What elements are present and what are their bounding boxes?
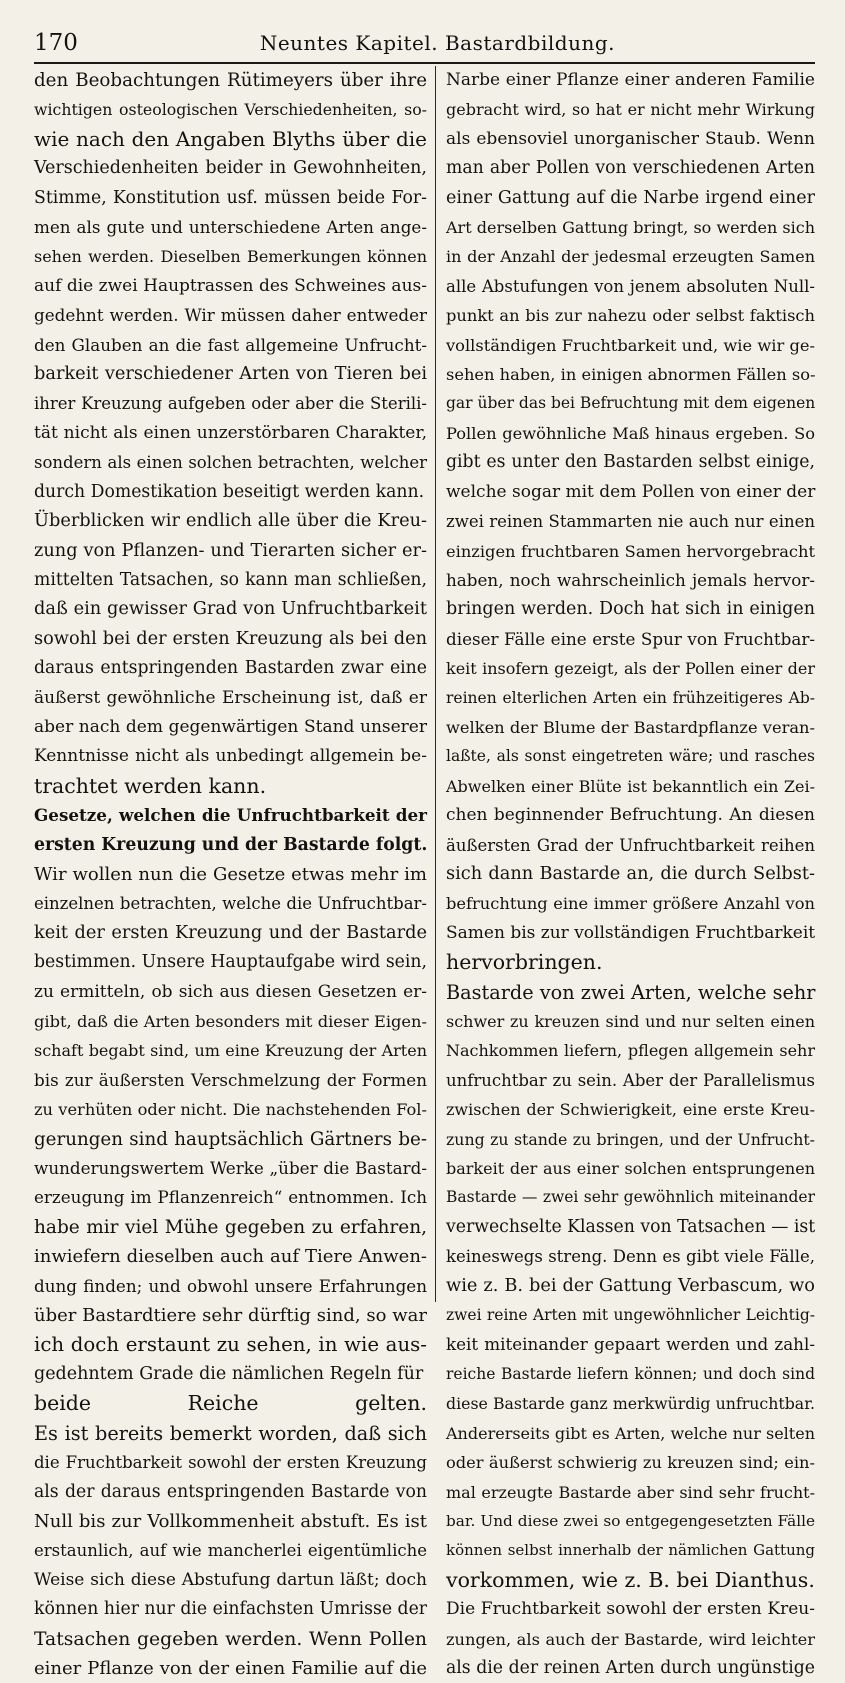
text-line: einzigen fruchtbaren Samen hervorgebracht [446,541,815,561]
text-line: ihrer Kreuzung aufgeben oder aber die Sterili- [34,394,427,414]
text-line: gar über das bei Befruchtung mit dem eigenen [446,394,816,413]
text-line: ich doch erstaunt zu sehen, in wie aus- [34,1333,427,1357]
text-line: Die Fruchtbarkeit sowohl der ersten Kreu- [446,1599,815,1620]
text-line: einer Gattung auf die Narbe irgend einer [446,187,815,208]
text-line: laßte, als sonst eingetreten wäre; und rasches [446,747,815,766]
text-line: inwiefern dieselben auch auf Tiere Anwen- [34,1246,427,1268]
text-line: mal erzeugte Bastarde aber sind sehr frucht- [446,1482,815,1502]
text-line: schwer zu kreuzen sind und nur selten einen [446,1012,815,1031]
text-line: Pollen gewöhnliche Maß hinaus ergeben. So [446,423,815,443]
running-head: Neuntes Kapitel. Bastardbildung. [259,31,615,55]
text-line: bestimmen. Unsere Hauptaufgabe wird sein, [34,952,427,973]
text-line: einer Pflanze von der einen Familie auf die [34,1657,427,1679]
text-line: äußersten Grad der Unfruchtbarkeit reihen [446,835,815,855]
text-line: Verschiedenheiten beider in Gewohnheiten, [34,158,427,179]
text-line: bringen werden. Doch hat sich in einigen [446,599,815,620]
section-heading: ersten Kreuzung und der Bastarde folgt. [34,834,428,855]
text-line: Weise sich diese Abstufung dartun läßt; doch [34,1569,427,1590]
text-line: mittelten Tatsachen, so kann man schließen, [34,569,427,590]
right-column [446,66,816,1678]
text-line: reiche Bastarde liefern können; und doch sind [446,1364,815,1383]
text-line: bis zur äußersten Verschmelzung der Formen [34,1069,427,1090]
text-line: dung finden; und obwohl unsere Erfahrungen [34,1275,427,1296]
text-line: men als gute und unterschiedene Arten ange- [34,217,427,238]
section-heading: Gesetze, welchen die Unfruchtbarkeit der [34,805,427,826]
text-line: bar. Und diese zwei so entgegengesetzten Fälle [446,1511,815,1530]
text-line: tät nicht als einen unzerstörbaren Charakter, [34,422,427,443]
text-line: zung von Pflanzen- und Tierarten sicher er- [34,540,427,561]
text-line: können selbst innerhalb der nämlichen Gattung [446,1541,815,1560]
text-line: vorkommen, wie z. B. bei Dianthus. [446,1567,815,1592]
text-line: sondern als einen solchen betrachten, welcher [34,453,427,473]
page-number: 170 [34,30,78,56]
text-line: als der daraus entspringenden Bastarde von [34,1481,427,1502]
text-line: chen beginnender Befruchtung. An diesen [446,805,815,826]
text-line: gebracht wird, so hat er nicht mehr Wirkung [446,100,815,120]
text-line: zu verhüten oder nicht. Die nachstehenden Fol- [34,1100,427,1120]
text-line: einzelnen betrachten, welche die Unfruchtbar- [34,894,427,914]
text-line: oder äußerst schwierig zu kreuzen sind; ein- [446,1453,815,1473]
text-line: sowohl bei der ersten Kreuzung als bei den [34,628,427,649]
text-line: dieser Fälle eine erste Spur von Fruchtbar- [446,628,815,649]
text-line: Abwelken einer Blüte ist bekanntlich ein Zei- [446,776,815,796]
text-line: zwei reine Arten mit ungewöhnlicher Leichtig- [446,1306,815,1325]
text-line: erzeugung im Pflanzenreich“ entnommen. Ich [34,1187,427,1208]
text-line: Art derselben Gattung bringt, so werden sich [446,218,815,238]
text-line: auf die zwei Hauptrassen des Schweines aus- [34,275,427,296]
text-line: den Beobachtungen Rütimeyers über ihre [34,70,427,91]
text-line: Null bis zur Vollkommenheit abstuft. Es ist [34,1510,427,1532]
text-line: Wir wollen nun die Gesetze etwas mehr im [34,863,427,885]
text-line: Bastarde von zwei Arten, welche sehr [446,980,816,1004]
text-line: man aber Pollen von verschiedenen Arten [446,158,815,179]
text-line: befruchtung eine immer größere Anzahl von [446,894,815,914]
text-line: habe mir viel Mühe gegeben zu erfahren, [34,1216,427,1238]
text-line: wunderungswertem Werke „über die Bastard- [34,1158,427,1179]
text-line: sehen werden. Dieselben Bemerkungen können [34,247,427,267]
text-line: Andererseits gibt es Arten, welche nur selten [446,1423,815,1443]
text-line: gedehnt werden. Wir müssen daher entweder [34,305,427,326]
text-line: wie nach den Angaben Blyths über die [34,126,427,151]
text-line: in der Anzahl der jedesmal erzeugten Samen [446,247,815,267]
text-line: zwischen der Schwierigkeit, eine erste Kreu- [446,1100,815,1120]
text-line: keineswegs streng. Denn es gibt viele Fälle, [446,1247,815,1267]
text-line: daraus entspringenden Bastarden zwar eine [34,658,427,679]
text-line: alle Abstufungen von jenem absoluten Null- [446,276,815,296]
text-line: Bastarde — zwei sehr gewöhnlich miteinander [446,1188,815,1207]
text-line: trachtet werden kann. [34,773,267,798]
text-line: zu ermitteln, ob sich aus diesen Gesetzen er- [34,981,427,1002]
text-line: punkt an bis zur nahezu oder selbst faktisch [446,306,815,326]
text-line: verwechselte Klassen von Tatsachen — ist [446,1216,816,1237]
text-line: äußerst gewöhnliche Erscheinung ist, daß er [34,687,427,708]
text-line: keit miteinander gepaart werden und zahl- [446,1334,815,1355]
text-line: beide Reiche gelten. [34,1391,427,1416]
text-line: vollständigen Fruchtbarkeit und, wie wir ge- [446,335,815,355]
text-line: welche sogar mit dem Pollen von einer der [446,481,816,502]
text-line: Überblicken wir endlich alle über die Kreu- [34,511,427,532]
text-line: keit der ersten Kreuzung und der Bastarde [34,922,427,943]
text-line: unfruchtbar zu sein. Aber der Parallelismus [446,1070,815,1090]
text-line: sehen haben, in einigen abnormen Fällen so- [446,365,816,385]
text-line: Samen bis zur vollständigen Fruchtbarkeit [446,922,816,943]
text-line: Stimme, Konstitution usf. müssen beide For- [34,187,427,208]
text-line: wichtigen osteologischen Verschiedenheiten, so- [34,100,427,120]
text-line: gibt es unter den Bastarden selbst einige, [446,452,815,473]
text-line: reinen elterlichen Arten ein frühzeitigeres Ab- [446,688,815,707]
text-line: keit insofern gezeigt, als der Pollen einer der [446,659,815,679]
text-line: welken der Blume der Bastardpflanze veran- [446,717,815,737]
text-line: barkeit verschiedener Arten von Tieren bei [34,364,427,385]
column-divider [435,66,436,1302]
page-header [34,18,815,64]
text-line: gerungen sind hauptsächlich Gärtners be- [34,1128,427,1150]
text-line: Es ist bereits bemerkt worden, daß sich [34,1421,427,1445]
text-line: wie z. B. bei der Gattung Verbascum, wo [446,1275,815,1296]
text-line: Narbe einer Pflanze einer anderen Familie [446,70,815,90]
text-line: barkeit der aus einer solchen entsprungenen [446,1159,815,1179]
text-line: über Bastardtiere sehr dürftig sind, so war [34,1305,427,1327]
text-line: als ebensoviel unorganischer Staub. Wenn [446,128,815,149]
text-line: den Glauben an die fast allgemeine Unfrucht- [34,334,427,355]
text-line: erstaunlich, auf wie mancherlei eigentümliche [34,1541,427,1561]
text-line: hervorbringen. [446,950,603,975]
text-line: haben, noch wahrscheinlich jemals hervor- [446,569,815,590]
text-line: als die der reinen Arten durch ungünstige [446,1657,815,1678]
text-line: diese Bastarde ganz merkwürdig unfruchtbar. [446,1394,815,1414]
text-line: können hier nur die einfachsten Umrisse der [34,1599,428,1620]
text-line: zwei reinen Stammarten nie auch nur einen [446,512,815,532]
text-line: gedehntem Grade die nämlichen Regeln für [34,1363,424,1384]
text-line: durch Domestikation beseitigt werden kann. [34,481,425,502]
text-line: zung zu stande zu bringen, und der Unfrucht- [446,1129,815,1149]
text-line: die Fruchtbarkeit sowohl der ersten Kreuzung [34,1453,427,1473]
text-line: Nachkommen liefern, pflegen allgemein sehr [446,1041,815,1061]
text-line: schaft begabt sind, um eine Kreuzung der Arten [34,1041,427,1061]
text-line: gibt, daß die Arten besonders mit dieser Eigen- [34,1012,427,1031]
text-line: sich dann Bastarde an, die durch Selbst- [446,863,815,884]
text-line: aber nach dem gegenwärtigen Stand unserer [34,716,427,737]
text-line: Tatsachen gegeben werden. Wenn Pollen [34,1628,427,1650]
left-column [34,66,428,1679]
text-line: Kenntnisse nicht als unbedingt allgemein be- [34,746,427,767]
text-line: zungen, als auch der Bastarde, wird leichter [446,1629,815,1649]
text-line: daß ein gewisser Grad von Unfruchtbarkeit [34,599,427,620]
